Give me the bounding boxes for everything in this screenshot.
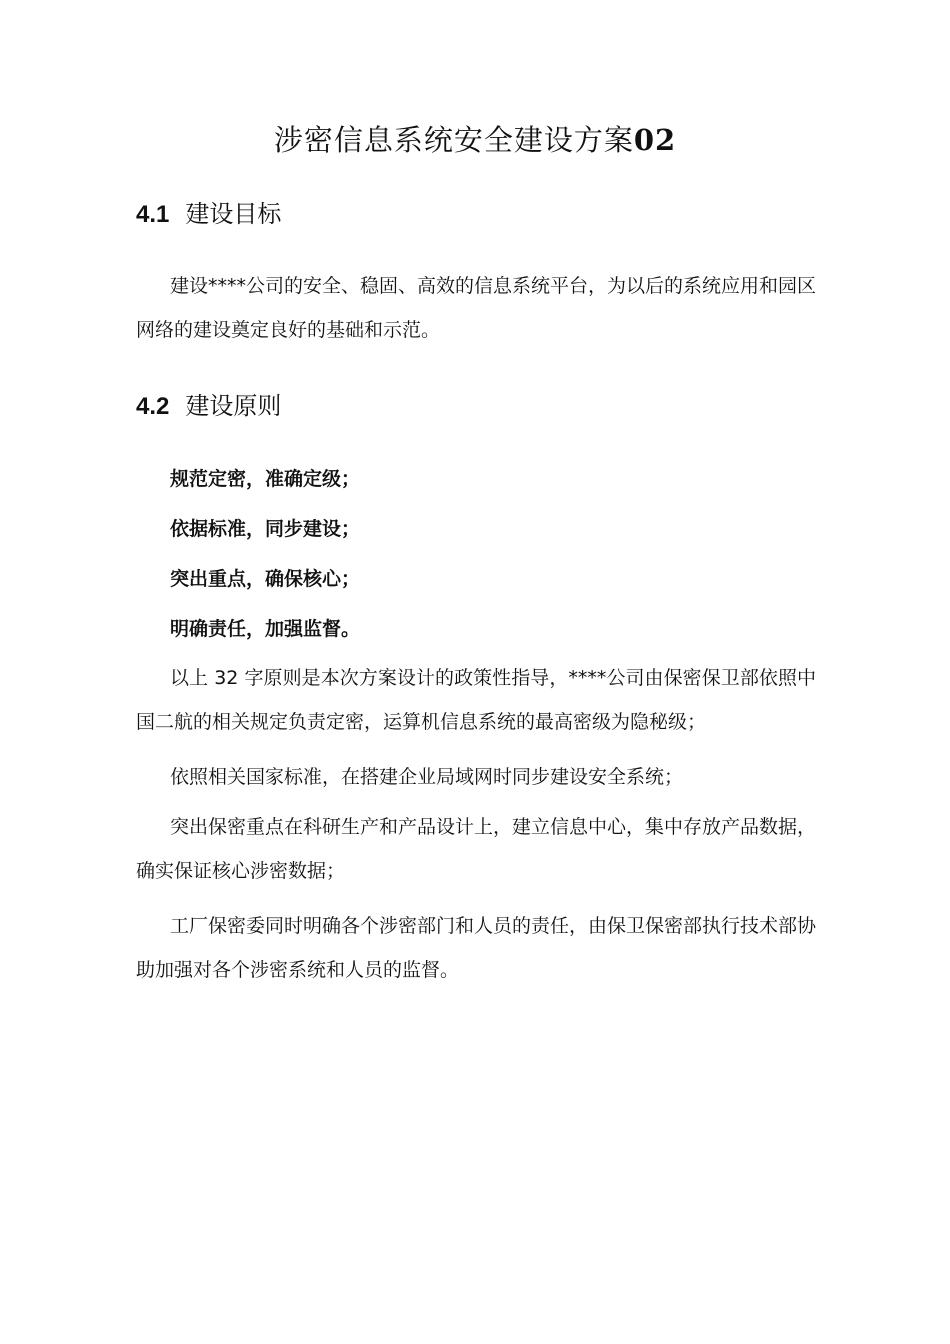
principle-item: 依据标准，同步建设； [170, 518, 361, 540]
principle-item: 明确责任，加强监督。 [170, 618, 361, 640]
paragraph-principle-explanation: 以上 32 字原则是本次方案设计的政策性指导，****公司由保密保卫部依照中国二航的相关规定负责定密，运算机信息系统的最高密级为隐秘级； [136, 667, 816, 733]
section-title: 建设原则 [185, 392, 282, 420]
paragraph-goal: 建设****公司的安全、稳固、高效的信息系统平台，为以后的系统应用和园区网络的建设奠定良好的基础和示范。 [136, 275, 817, 341]
section-heading-4-1 [136, 196, 281, 233]
paragraph-responsibility: 工厂保密委同时明确各个涉密部门和人员的责任，由保卫保密部执行技术部协助加强对各个涉密系统和人员的监督。 [136, 915, 817, 981]
document-title [0, 118, 950, 162]
paragraph-key-points: 突出保密重点在科研生产和产品设计上，建立信息中心，集中存放产品数据，确实保证核心涉密数据； [136, 816, 817, 882]
section-heading-4-2 [136, 388, 281, 425]
paragraph-standards: 依照相关国家标准，在搭建企业局域网时同步建设安全系统； [170, 766, 684, 788]
principle-item: 突出重点，确保核心； [170, 568, 361, 590]
section-number: 4.2 [136, 393, 170, 420]
document-title-number: 02 [633, 123, 677, 157]
principle-item: 规范定密，准确定级； [170, 468, 361, 490]
section-number: 4.1 [136, 201, 170, 228]
document-title-text: 涉密信息系统安全建设方案 [273, 123, 634, 157]
section-title: 建设目标 [185, 200, 282, 228]
